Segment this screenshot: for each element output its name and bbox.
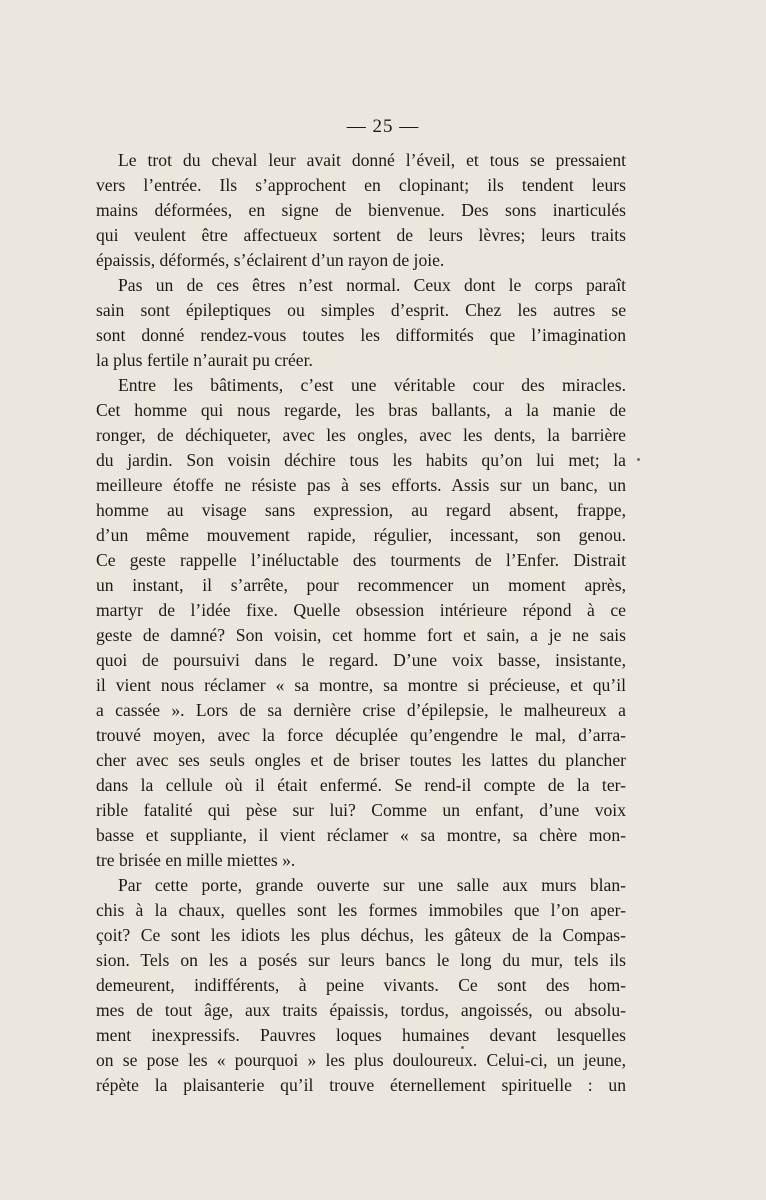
- text-line: la plus fertile n’aurait pu créer.: [96, 350, 313, 370]
- text-line: Entre les bâtiments, c’est une véritable cour des miracles.: [118, 375, 626, 395]
- text-line: répète la plaisanterie qu’il trouve éternellement spirituelle : un: [96, 1075, 626, 1095]
- text-line: Par cette porte, grande ouverte sur une salle aux murs blan-: [118, 875, 626, 895]
- paragraph: [96, 373, 626, 873]
- text-line: il vient nous réclamer « sa montre, sa montre si précieuse, et qu’il: [96, 675, 626, 695]
- text-line: on se pose les « pourquoi » les plus douloureux. Celui-ci, un jeune,: [96, 1050, 626, 1070]
- text-line: sion. Tels on les a posés sur leurs bancs le long du mur, tels ils: [96, 950, 626, 970]
- text-line: tre brisée en mille miettes ».: [96, 850, 296, 870]
- text-line: rible fatalité qui pèse sur lui? Comme un enfant, d’une voix: [96, 800, 626, 820]
- text-line: Le trot du cheval leur avait donné l’éveil, et tous se pressaient: [118, 150, 626, 170]
- text-line: mes de tout âge, aux traits épaissis, tordus, angoissés, ou absolu-: [96, 1000, 626, 1020]
- text-line: martyr de l’idée fixe. Quelle obsession intérieure répond à ce: [96, 600, 626, 620]
- text-line: sont donné rendez-vous toutes les difformités que l’imagination: [96, 325, 626, 345]
- text-line: dans la cellule où il était enfermé. Se rend-il compte de la ter-: [96, 775, 626, 795]
- text-line: Ce geste rappelle l’inéluctable des tourments de l’Enfer. Distrait: [96, 550, 626, 570]
- text-line: meilleure étoffe ne résiste pas à ses efforts. Assis sur un banc, un: [96, 475, 626, 495]
- text-line: Cet homme qui nous regarde, les bras ballants, a la manie de: [96, 400, 626, 420]
- text-line: ment inexpressifs. Pauvres loques humaines devant lesquelles: [96, 1025, 626, 1045]
- text-line: geste de damné? Son voisin, cet homme fort et sain, a je ne sais: [96, 625, 626, 645]
- text-line: mains déformées, en signe de bienvenue. Des sons inarticulés: [96, 200, 626, 220]
- text-line: d’un même mouvement rapide, régulier, incessant, son genou.: [96, 525, 626, 545]
- text-line: quoi de poursuivi dans le regard. D’une voix basse, insistante,: [96, 650, 626, 670]
- text-line: basse et suppliante, il vient réclamer « sa montre, sa chère mon-: [96, 825, 626, 845]
- paragraph: [96, 148, 626, 273]
- text-line: chis à la chaux, quelles sont les formes immobiles que l’on aper-: [96, 900, 626, 920]
- text-line: ronger, de déchiqueter, avec les ongles, avec les dents, la barrière: [96, 425, 626, 445]
- text-line: du jardin. Son voisin déchire tous les habits qu’on lui met; la: [96, 450, 626, 470]
- paragraph: [96, 873, 626, 1098]
- paper-speck: [637, 458, 640, 461]
- text-line: épaissis, déformés, s’éclairent d’un rayon de joie.: [96, 250, 445, 270]
- text-line: un instant, il s’arrête, pour recommencer un moment après,: [96, 575, 626, 595]
- text-line: homme au visage sans expression, au regard absent, frappe,: [96, 500, 626, 520]
- text-line: çoit? Ce sont les idiots les plus déchus, les gâteux de la Compas-: [96, 925, 626, 945]
- paragraph: [96, 273, 626, 373]
- page-number: — 25 —: [346, 116, 420, 137]
- text-line: Pas un de ces êtres n’est normal. Ceux dont le corps paraît: [118, 275, 626, 295]
- text-line: cher avec ses seuls ongles et de briser toutes les lattes du plancher: [96, 750, 626, 770]
- text-line: demeurent, indifférents, à peine vivants. Ce sont des hom-: [96, 975, 626, 995]
- text-line: qui veulent être affectueux sortent de leurs lèvres; leurs traits: [96, 225, 626, 245]
- text-line: trouvé moyen, avec la force décuplée qu’engendre le mal, d’arra-: [96, 725, 626, 745]
- text-line: sain sont épileptiques ou simples d’esprit. Chez les autres se: [96, 300, 626, 320]
- paper-speck: [461, 1046, 464, 1049]
- text-line: vers l’entrée. Ils s’approchent en clopinant; ils tendent leurs: [96, 175, 626, 195]
- text-line: a cassée ». Lors de sa dernière crise d’épilepsie, le malheureux a: [96, 700, 626, 720]
- body-text: [96, 148, 626, 1098]
